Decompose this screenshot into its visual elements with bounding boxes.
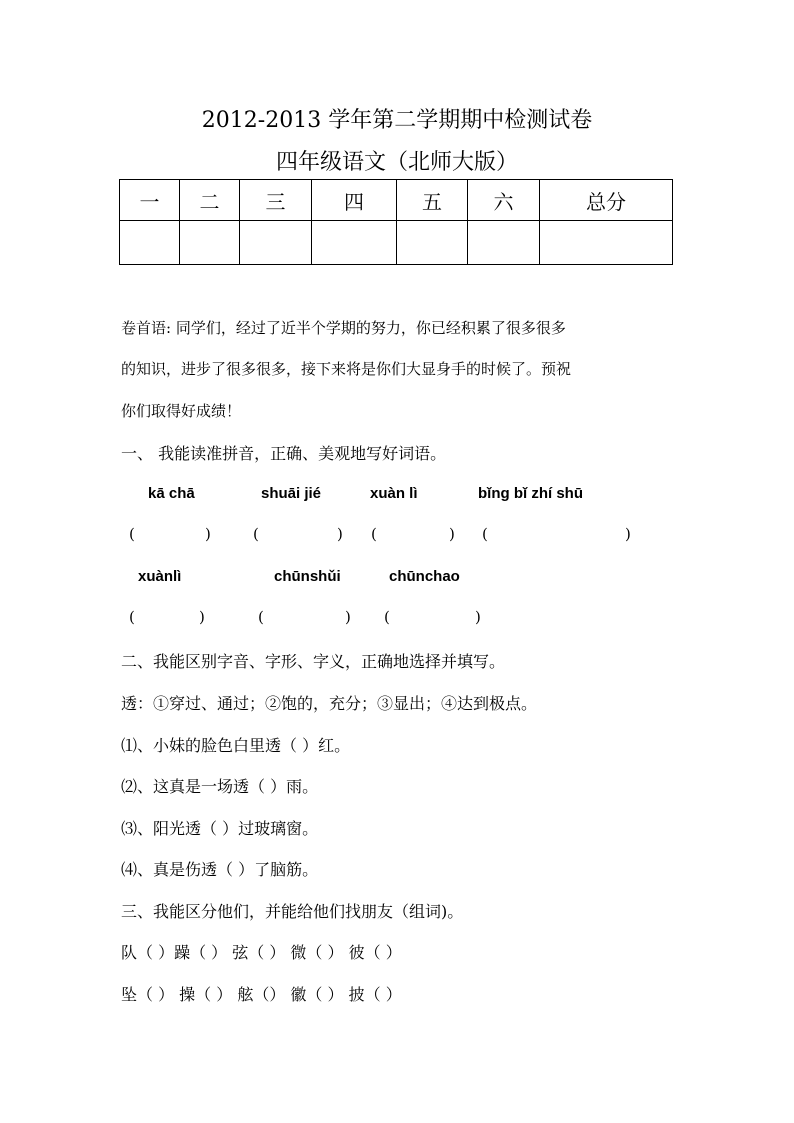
answer-open-paren: ( bbox=[384, 608, 390, 626]
score-table bbox=[119, 179, 673, 265]
pinyin-6: chūnshǔi bbox=[274, 568, 341, 585]
intro-line-2: 的知识，进步了很多很多，接下来将是你们大显身手的时候了。预祝 bbox=[121, 360, 572, 378]
score-col-1: 一 bbox=[120, 180, 180, 221]
answer-close-paren: ) bbox=[625, 525, 631, 543]
section1-heading: 一、 我能读准拼音，正确、美观地写好词语。 bbox=[121, 444, 447, 463]
score-col-4: 四 bbox=[312, 180, 397, 221]
intro-line-3: 你们取得好成绩！ bbox=[121, 402, 242, 420]
score-cell[interactable] bbox=[240, 221, 312, 265]
score-cell[interactable] bbox=[180, 221, 240, 265]
section3-heading: 三、我能区分他们，并能给他们找朋友（组词)。 bbox=[121, 902, 464, 921]
pinyin-5: xuànlì bbox=[138, 568, 182, 585]
answer-open-paren: ( bbox=[253, 525, 259, 543]
word-pair-row-1: 队（ ）躁（ ） 弦（ ） 微（ ） 彼（ ） bbox=[121, 943, 402, 962]
answer-open-paren: ( bbox=[129, 608, 135, 626]
fill-item-1: ⑴、小妹的脸色白里透（ ）红。 bbox=[121, 736, 351, 755]
answer-open-paren: ( bbox=[129, 525, 135, 543]
score-table-entry-row bbox=[120, 221, 673, 265]
score-col-5: 五 bbox=[397, 180, 468, 221]
score-cell[interactable] bbox=[468, 221, 540, 265]
score-cell[interactable] bbox=[397, 221, 468, 265]
fill-item-3: ⑶、阳光透（ ）过玻璃窗。 bbox=[121, 819, 319, 838]
answer-close-paren: ) bbox=[337, 525, 343, 543]
score-cell[interactable] bbox=[120, 221, 180, 265]
answer-open-paren: ( bbox=[258, 608, 264, 626]
score-cell[interactable] bbox=[312, 221, 397, 265]
fill-item-2: ⑵、这真是一场透（ ）雨。 bbox=[121, 777, 319, 796]
score-cell[interactable] bbox=[540, 221, 673, 265]
score-table-header bbox=[120, 180, 673, 221]
exam-title: 2012-2013 学年第二学期期中检测试卷 bbox=[201, 108, 593, 133]
answer-close-paren: ) bbox=[199, 608, 205, 626]
pinyin-3: xuàn lì bbox=[370, 485, 418, 502]
answer-close-paren: ) bbox=[449, 525, 455, 543]
fill-item-4: ⑷、真是伤透（ ）了脑筋。 bbox=[121, 860, 319, 879]
section2-heading: 二、我能区别字音、字形、字义，正确地选择并填写。 bbox=[121, 652, 506, 671]
definitions-line: 透：①穿过、通过；②饱的，充分；③显出；④达到极点。 bbox=[121, 694, 538, 713]
pinyin-2: shuāi jié bbox=[261, 485, 322, 502]
score-col-6: 六 bbox=[468, 180, 540, 221]
score-col-3: 三 bbox=[240, 180, 312, 221]
exam-subtitle: 四年级语文（北师大版） bbox=[275, 150, 518, 175]
score-col-2: 二 bbox=[180, 180, 240, 221]
score-col-total: 总分 bbox=[540, 180, 673, 221]
pinyin-1: kā chā bbox=[148, 485, 195, 502]
answer-close-paren: ) bbox=[345, 608, 351, 626]
answer-close-paren: ) bbox=[205, 525, 211, 543]
answer-open-paren: ( bbox=[482, 525, 488, 543]
intro-line-1: 卷首语: 同学们，经过了近半个学期的努力，你已经积累了很多很多 bbox=[121, 319, 566, 337]
word-pair-row-2: 坠（ ） 操（ ） 舷（） 徽（ ） 披（ ） bbox=[121, 985, 402, 1004]
pinyin-4: bǐng bǐ zhí shū bbox=[478, 485, 583, 502]
pinyin-7: chūnchao bbox=[389, 568, 460, 585]
answer-open-paren: ( bbox=[371, 525, 377, 543]
answer-close-paren: ) bbox=[475, 608, 481, 626]
